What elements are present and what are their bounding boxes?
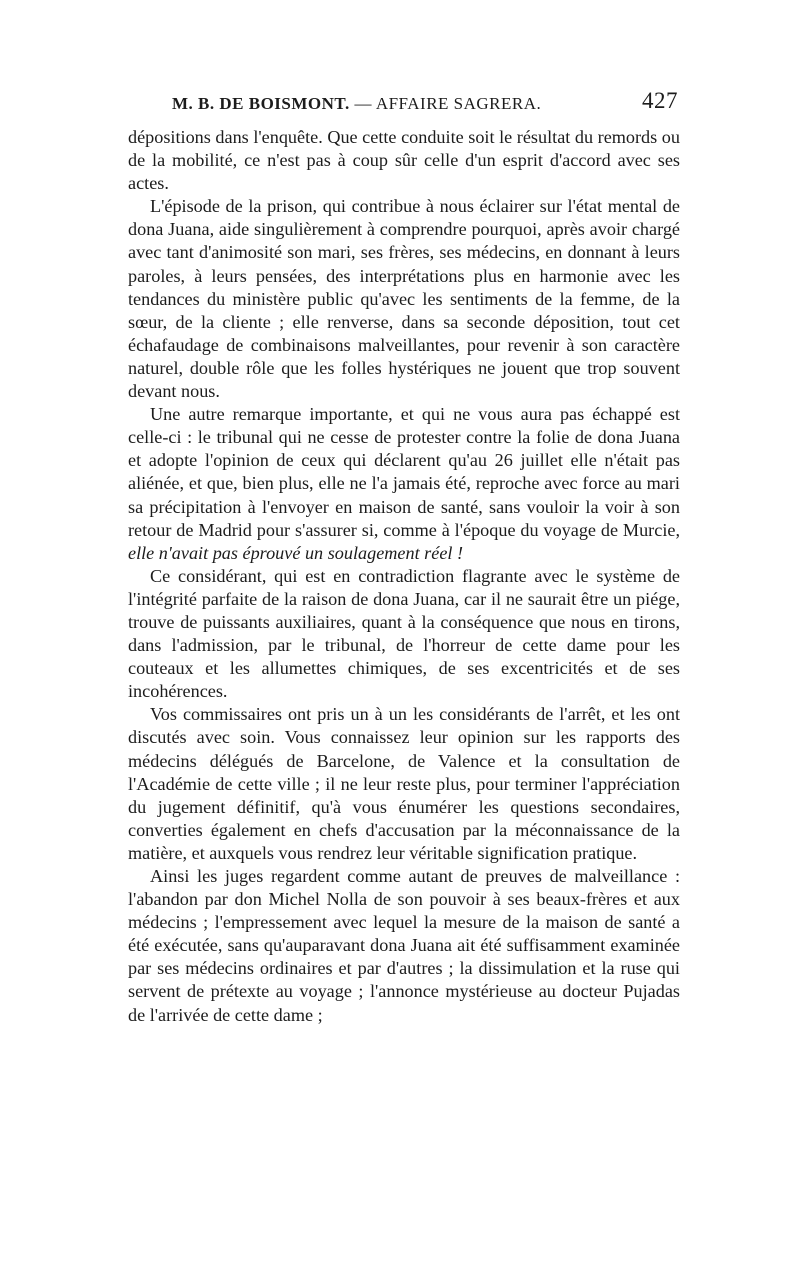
paragraph-3-text: Une autre remarque importante, et qui ne vous aura pas échappé est celle-ci : le tribunal qui ne cesse de protester contre la folie de dona Juana et adopte l'opinion de ceux qui déclarent qu'au 26 juillet elle n'était pas aliénée, et que, bien plus, elle ne l'a jamais été, reproche avec force au mari sa précipitation à l'envoyer en maison de santé, sans vouloir la voir à son retour de Madrid pour s'assurer si, comme à l'époque du voyage de Murcie, (128, 404, 680, 540)
body-text (128, 126, 680, 1027)
book-page (128, 88, 680, 1027)
paragraph-6: Ainsi les juges regardent comme autant de preuves de malveillance : l'abandon par don Michel Nolla de son pouvoir à ses beaux-frères et aux médecins ; l'empressement avec lequel la mesure de la maison de santé a été exécutée, sans qu'auparavant dona Juana ait été suffisamment examinée par ses médecins ordinaires et par d'autres ; la dissimulation et la ruse qui servent de prétexte au voyage ; l'annonce mystérieuse au docteur Pujadas de l'arrivée de cette dame ; (128, 866, 680, 1025)
page-number: 427 (642, 88, 678, 113)
paragraph-5: Vos commissaires ont pris un à un les considérants de l'arrêt, et les ont discutés avec soin. Vous connaissez leur opinion sur les rapports des médecins délégués de Barcelone, de Valence et la consultation de l'Académie de cette ville ; il ne leur reste plus, pour terminer l'appréciation du jugement définitif, qu'à vous énumérer les questions secondaires, converties également en chefs d'accusation par la méconnaissance de la matière, et auxquels vous rendrez leur véritable signification pratique. (128, 704, 680, 863)
header-separator: — (354, 94, 373, 113)
paragraph-4: Ce considérant, qui est en contradiction flagrante avec le système de l'intégrité parfaite de la raison de dona Juana, car il ne saurait être un piége, trouve de puissants auxiliaires, quant à la conséquence que nous en tirons, dans l'admission, par le tribunal, de l'horreur de cette dame pour les couteaux et les allumettes chimiques, de ses excentricités et de ses incohérences. (128, 565, 680, 702)
header-title: AFFAIRE SAGRERA. (375, 94, 542, 113)
paragraph-2: L'épisode de la prison, qui contribue à nous éclairer sur l'état mental de dona Juana, aide singulièrement à comprendre pourquoi, après avoir chargé avec tant d'animosité son mari, ses frères, ses médecins, en donnant à leurs paroles, à leurs pensées, des interprétations plus en harmonie avec les tendances du ministère public qu'avec les sentiments de la femme, de la sœur, de la cliente ; elle renverse, dans sa seconde déposition, tout cet échafaudage de combinaisons malveillantes, pour revenir à son caractère naturel, double rôle que les folles hystériques ne jouent que trop souvent devant nous. (128, 196, 680, 402)
header-author: M. B. DE BOISMONT. (172, 94, 350, 113)
paragraph-3-emphasis: elle n'avait pas éprouvé un soulagement réel ! (128, 542, 464, 563)
paragraph-3 (128, 403, 680, 565)
running-head (128, 88, 680, 120)
paragraph-1: dépositions dans l'enquête. Que cette conduite soit le résultat du remords ou de la mobilité, ce n'est pas à coup sûr celle d'un esprit d'accord avec ses actes. (128, 127, 680, 194)
running-head-title (172, 94, 541, 114)
